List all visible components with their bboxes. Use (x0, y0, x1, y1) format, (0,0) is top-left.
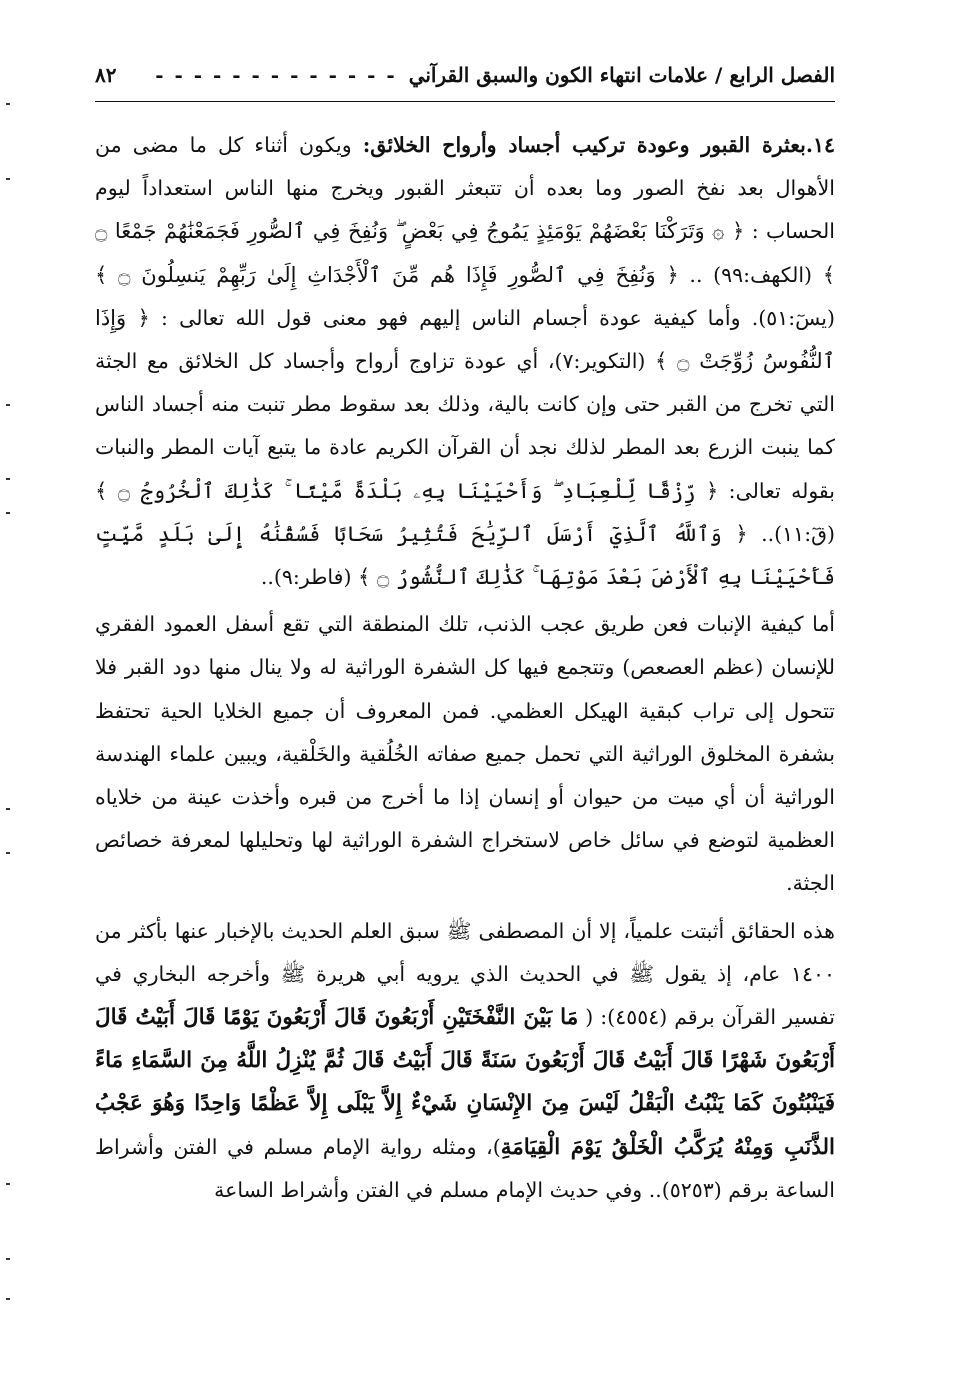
scan-mark (6, 404, 10, 406)
verse-reference: (فاطر:٩).. (260, 565, 358, 590)
scan-edge-marks (0, 0, 20, 1390)
text-run: هذه الحقائق أثبتت علمياً، إلا أن المصطفى ﷺ سبق العلم الحديث بالإخبار عنها بأكثر من ١٤٠٠ عام، إذ يقول ﷺ في الحديث الذي يرويه أبي هريرة ﷺ وأخرجه البخاري في تفسير القرآن برقم (٤٥٥٤): ( (95, 918, 835, 1030)
scan-mark (6, 512, 10, 514)
page-number: ٨٢ (95, 63, 117, 87)
quran-verse: ﴿ ۞ وَتَرَكْنَا بَعْضَهُمْ يَوْمَئِذٍ يَمُوجُ فِي بَعْضٍ ۖ وَنُفِخَ فِي ٱلصُّورِ فَجَمَعْنَٰهُمْ جَمْعًا ۝ ﴾ (95, 219, 835, 287)
book-page (95, 55, 835, 1355)
scan-mark (6, 852, 10, 854)
running-header (95, 55, 835, 102)
paragraph-hadith (95, 910, 835, 1212)
scan-mark (6, 1258, 10, 1260)
text-run: (يسٓ:٥١). وأما كيفية عودة أجسام الناس إليهم فهو معنى قول الله تعالى : (149, 305, 835, 330)
hadith-text: مَا بَيْنَ النَّفْخَتَيْنِ أَرْبَعُونَ قَالَ أَرْبَعُونَ يَوْمًا قَالَ أَبَيْتُ قَالَ أَرْبَعُونَ شَهْرًا قَالَ أَبَيْتُ قَالَ أَرْبَعُونَ سَنَةً قَالَ أَبَيْتُ قَالَ ثُمَّ يُنْزِلُ اللَّهُ مِنَ السَّمَاءِ مَاءً فَيَنْبُتُونَ كَمَا يَنْبُتُ الْبَقْلُ لَيْسَ مِنَ الإِنْسَانِ شَيْءٌ إِلاَّ يَبْلَى إِلاَّ عَظْمًا وَاحِدًا وَهُوَ عَجْبُ الذَّنَبِ وَمِنْهُ يُرَكَّبُ الْخَلْقُ يَوْمَ الْقِيَامَةِ (95, 1005, 835, 1160)
text-run: (التكوير:٧)، أي عودة تزاوج أرواح وأجساد كل الخلائق مع الجثة التي تخرج من القبر حتى وإن كانت بالية، وذلك بعد سقوط مطر تنبت منه أجساد الناس كما ينبت الزرع بعد المطر لذلك نجد أن القرآن الكريم عادة ما يتبع آيات المطر والنبات بقوله تعالى: (95, 349, 835, 503)
header-dashes: - - - - - - - - - - - - - (155, 63, 397, 87)
quran-verse: ﴿ وَإِذَا ٱلنُّفُوسُ زُوِّجَتْ ۝ ﴾ (95, 305, 835, 374)
text-run: )، ومثله رواية الإمام مسلم في الفتن وأشراط الساعة برقم (٥٢٥٣).. وفي حديث الإمام مسلم في الفتن وأشراط الساعة (95, 1134, 835, 1202)
quran-verse: ﴿ وَنُفِخَ فِي ٱلصُّورِ فَإِذَا هُم مِّنَ ٱلْأَجْدَاثِ إِلَىٰ رَبِّهِمْ يَنسِلُونَ ۝ ﴾ (95, 262, 679, 287)
quran-verse: ﴿ وَٱللَّهُ ٱلَّذِيٓ أَرْسَلَ ٱلرِّيَٰحَ فَتُثِيرُ سَحَابًا فَسُقْنَٰهُ إِلَىٰ بَلَدٍ مَّيِّتٍ فَأَحْيَيْنَا بِهِ ٱلْأَرْضَ بَعْدَ مَوْتِهَا ۚ كَذَٰلِكَ ٱلنُّشُورُ ۝ ﴾ (95, 521, 835, 590)
scan-mark (6, 478, 10, 480)
section-heading: ١٤.بعثرة القبور وعودة تركيب أجساد وأرواح الخلائق: (362, 133, 835, 157)
page-body (95, 124, 835, 1212)
chapter-title: الفصل الرابع / علامات انتهاء الكون والسبق القرآني (408, 63, 835, 87)
scan-mark (6, 1298, 10, 1300)
quran-verse: ﴿ رِّزْقًا لِّلْعِبَادِ ۖ وَأَحْيَيْنَا بِهِۦ بَلْدَةً مَّيْتًا ۚ كَذَٰلِكَ ٱلْخُرُوجُ ۝ ﴾ (95, 478, 719, 503)
scan-mark (6, 103, 10, 105)
verse-reference: (قٓ:١١).. (747, 521, 835, 546)
scan-mark (6, 1183, 10, 1185)
scan-mark (6, 808, 10, 810)
paragraph-germination: أما كيفية الإنبات فعن طريق عجب الذنب، تلك المنطقة التي تقع أسفل العمود الفقري للإنسان (عظم العصعص) وتتجمع فيها كل الشفرة الوراثية له ولا ينال منها دود القبر فلا تتحول إلى تراب كبقية الهيكل العظمي. فمن المعروف أن جميع الخلايا الحية تحتفظ بشفرة المخلوق الوراثية التي تحمل جميع صفاته الخُلُقية والخَلْقية، ويبين علماء الهندسة الوراثية أن أي ميت من حيوان أو إنسان إذا ما أخرج من قبره وأخذت عينة من خلاياه العظمية لتوضع في سائل خاص لاستخراج الشفرة الوراثية لها وتحليلها لمعرفة خصائص الجثة. (95, 612, 835, 896)
scan-mark (6, 178, 10, 180)
text-run: ويكون أثناء كل ما مضى من الأهوال بعد نفخ الصور وما بعده أن تتبعثر القبور ويخرج منها الناس استعداداً ليوم الحساب : (95, 133, 835, 244)
verse-reference: (الكهف:٩٩) .. (678, 262, 823, 287)
paragraph-resurrection (95, 124, 835, 599)
